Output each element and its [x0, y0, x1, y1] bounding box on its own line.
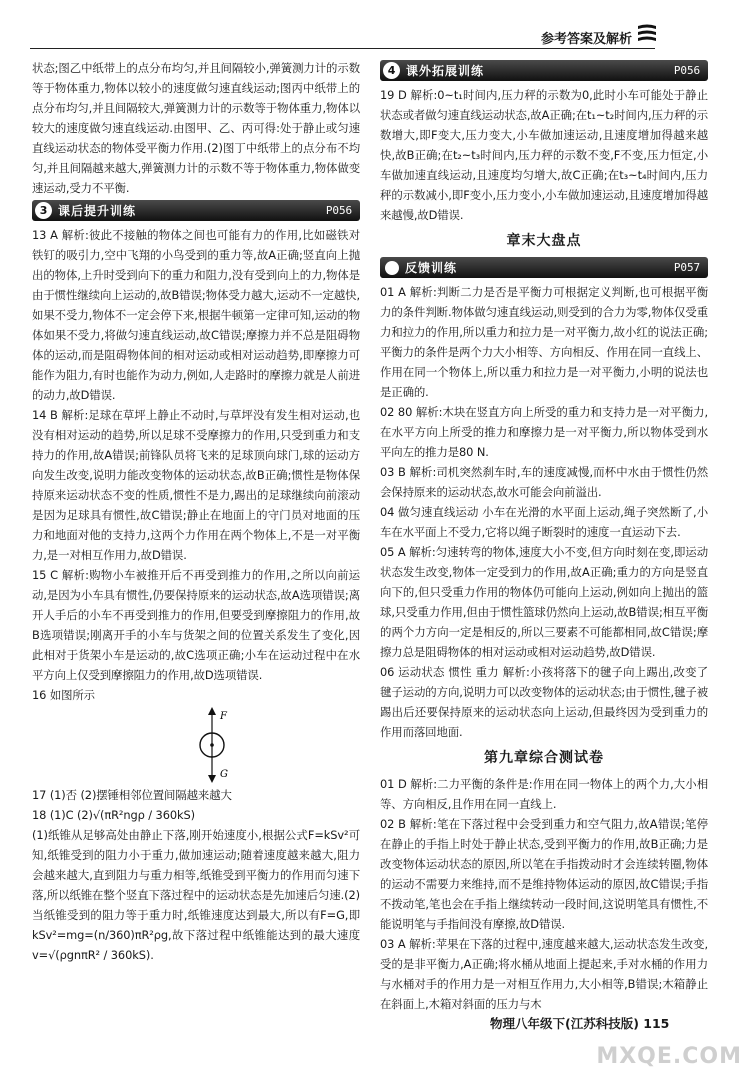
- feedback-01: 01 A 解析:判断二力是否是平衡力可根据定义判断,也可根据平衡力的条件判断.物体做匀速直线运动,则受到的合力为零,物体仅受重力和拉力的作用,所以重力和拉力是一对平衡力,故小红的说法正确;平衡力的条件是两个力大小相等、方向相反、作用在同一直线上、作用在同一个物体上,所以重力和拉力是一对平衡力,小明的说法也是正确的.: [380, 285, 708, 399]
- section-page-ref: P056: [673, 63, 700, 77]
- force-diagram-svg: [32, 705, 360, 785]
- section-header-after-class: [32, 200, 360, 221]
- header-title: 参考答案及解析: [540, 32, 632, 47]
- answer-14: 14 B 解析:足球在草坪上静止不动时,与草坪没有发生相对运动,也没有相对运动的趋势,所以足球不受摩擦力的作用,只受到重力和支持力的作用,故A错误;前锋队员将飞来的足球顶向球门,球的运动方向发生改变,说明力能改变物体的运动状态,故B正确;惯性是物体保持原来运动状态不变的性质,惯性不是力,踢出的足球继续向前滚动是因为足球具有惯性,故C错误;静止在地面上的守门员对地面的压力和地面对他的支持力,这两个力作用在两个物体上,不是一对平衡力,是一对相互作用力,故D错误.: [32, 408, 360, 562]
- force-diagram: [32, 705, 360, 785]
- section-page-ref: P057: [673, 260, 700, 274]
- section-header-feedback: [380, 257, 708, 278]
- force-label-g: G: [220, 769, 228, 780]
- book-logo-icon: [636, 22, 658, 46]
- section-header-extension: [380, 60, 708, 81]
- answer-19: 19 D 解析:0~t₁时间内,压力秤的示数为0,此时小车可能处于静止状态或者做匀速直线运动状态,故A正确;在t₁~t₂时间内,压力秤的示数增大,即F变大,压力变大,小车做加速运动,且速度增加得越来越快,故B正确;在t₂~t₃时间内,压力秤的示数不变,F不变,压力恒定,小车做加速直线运动,且速度均匀增大,故C正确;在t₃~t₄时间内,压力秤的示数减小,即F变小,压力变小,小车做加速运动,且速度增加得越来越慢,故D错误.: [380, 88, 708, 222]
- watermark-text: MXQE.COM: [596, 1044, 742, 1069]
- answer-15: 15 C 解析:购物小车被推开后不再受到推力的作用,之所以向前运动,是因为小车具有惯性,仍要保持原来的运动状态,故A选项错误;离开人手后的小车不再受到推力的作用,但要受到摩擦阻力的作用,故B选项错误;刚离开手的小车与货架之间的位置关系发生了变化,因此相对于货架小车是运动的,故C选项正确;小车在运动过程中在水平方向上仅受到摩擦阻力的作用,故D选项错误.: [32, 568, 360, 682]
- section-page-ref: P056: [325, 203, 352, 217]
- section-title: 课外拓展训练: [406, 63, 485, 78]
- feedback-02: 02 80 解析:木块在竖直方向上所受的重力和支持力是一对平衡力,在水平方向上所受的推力和摩擦力是一对平衡力,所以物体受到水平向左的推力是80 N.: [380, 405, 708, 459]
- answer-18: (1)纸锥从足够高处由静止下落,刚开始速度小,根据公式F=kSv²可知,纸锥受到的阻力小于重力,做加速运动;随着速度越来越大,阻力会越来越大,直到阻力与重力相等,纸锥受到平衡力的作用而匀速下落,所以纸锥在整个竖直下落过程中的运动状态是先加速后匀速.(2)当纸锥受到的阻力等于重力时,纸锥速度达到最大,所以有F=G,即kSv²=mg=(n/360)πR²ρg,故下落过程中纸锥能达到的最大速度v=√(ρgnπR² / 360kS).: [32, 828, 360, 962]
- right-column: [380, 58, 708, 1014]
- answer-18-head: 18 (1)C (2)√(πR²ngρ / 360kS): [32, 808, 195, 822]
- feedback-04: 04 做匀速直线运动 小车在光滑的水平面上运动,绳子突然断了,小车在水平面上不受力,它将以绳子断裂时的速度一直运动下去.: [380, 505, 708, 539]
- answer-17: 17 (1)否 (2)摆锤相邻位置间隔越来越大: [32, 788, 232, 802]
- page-header: [0, 0, 750, 52]
- page-footer: 物理八年级下(江苏科技版) 115: [490, 1016, 670, 1031]
- feedback-05: 05 A 解析:匀速转弯的物体,速度大小不变,但方向时刻在变,即运动状态发生改变,物体一定受到力的作用,故A正确;重力的方向是竖直向下的,但只受重力作用的物体仍可能向上运动,例如向上抛出的篮球,只受重力作用,但由于惯性篮球仍然向上运动,故B错误;相互平衡的两个力方向一定是相反的,所以三要素不可能都相同,故C错误;摩擦力总是阻碍物体的相对运动或相对运动趋势,故D错误.: [380, 545, 708, 659]
- test-03: 03 A 解析:苹果在下落的过程中,速度越来越大,运动状态发生改变,受的是非平衡力,A正确;将水桶从地面上提起来,手对水桶的作用力与水桶对手的作用力是一对相互作用力,大小相等,B错误;木箱静止在斜面上,木箱对斜面的压力与木: [380, 937, 708, 1011]
- chapter-test-title: 第九章综合测试卷: [484, 750, 604, 766]
- section-dot-icon: [385, 261, 399, 275]
- section-number-badge: 4: [383, 62, 400, 79]
- answer-16: 16 如图所示: [32, 688, 95, 702]
- answer-13: 13 A 解析:彼此不接触的物体之间也可能有力的作用,比如磁铁对铁钉的吸引力,空中飞翔的小鸟受到的重力等,故A正确;竖直向上抛出的物体,上升时受到向下的重力和阻力,没有受到向上的力,物体是由于惯性继续向上运动的,故B错误;物体受力越大,运动不一定越快,如果不受力,物体不一定会停下来,根据牛顿第一定律可知,运动的物体如果不受力,将做匀速直线运动,故C错误;摩擦力并不总是阻碍物体的运动,而是阻碍物体间的相对运动或相对运动趋势,即摩擦力可能作为阻力,有时也能作为动力,例如,人走路时的摩擦力就是人前进的动力,故D错误.: [32, 228, 360, 402]
- section-number-badge: 3: [35, 202, 52, 219]
- section-title: 反馈训练: [405, 260, 458, 275]
- left-column: [32, 58, 360, 965]
- answer-intro: 状态;图乙中纸带上的点分布均匀,并且间隔较小,弹簧测力计的示数等于物体重力,物体以较小的速度做匀速直线运动;图丙中纸带上的点分布均匀,并且间隔较大,弹簧测力计的示数等于物体重力,物体以较大的速度做匀速直线运动.由图甲、乙、丙可得:处于静止或匀速直线运动状态的物体受平衡力作用.(2)图丁中纸带上的点分布不均匀,并且间隔越来越大,弹簧测力计的示数不等于物体重力,物体做变速运动,受力不平衡.: [32, 61, 360, 195]
- feedback-06: 06 运动状态 惯性 重力 解析:小孩将落下的毽子向上踢出,改变了毽子运动的方向,说明力可以改变物体的运动状态;由于惯性,毽子被踢出后还要保持原来的运动状态向上运动,但最终因为受到重力的作用而落回地面.: [380, 665, 708, 739]
- force-label-f: F: [220, 711, 227, 722]
- test-01: 01 D 解析:二力平衡的条件是:作用在同一物体上的两个力,大小相等、方向相反,且作用在同一直线上.: [380, 777, 708, 811]
- chapter-review-title: 章末大盘点: [506, 233, 582, 249]
- header-rule: [30, 48, 655, 49]
- test-02: 02 B 解析:笔在下落过程中会受到重力和空气阻力,故A错误;笔停在静止的手指上时处于静止状态,受到平衡力的作用,故B正确;力是改变物体运动状态的原因,所以笔在手指拨动时才会连续转圈,物体的运动不需要力来维持,而不是维持物体运动的原因,故C错误;手指不拨动笔,笔也会在手指上继续转动一段时间,这说明笔具有惯性,不能说明笔与手指间没有摩擦,故D错误.: [380, 817, 708, 931]
- feedback-03: 03 B 解析:司机突然刹车时,车的速度减慢,而杯中水由于惯性仍然会保持原来的运动状态,故水可能会向前溢出.: [380, 465, 708, 499]
- section-title: 课后提升训练: [58, 203, 137, 218]
